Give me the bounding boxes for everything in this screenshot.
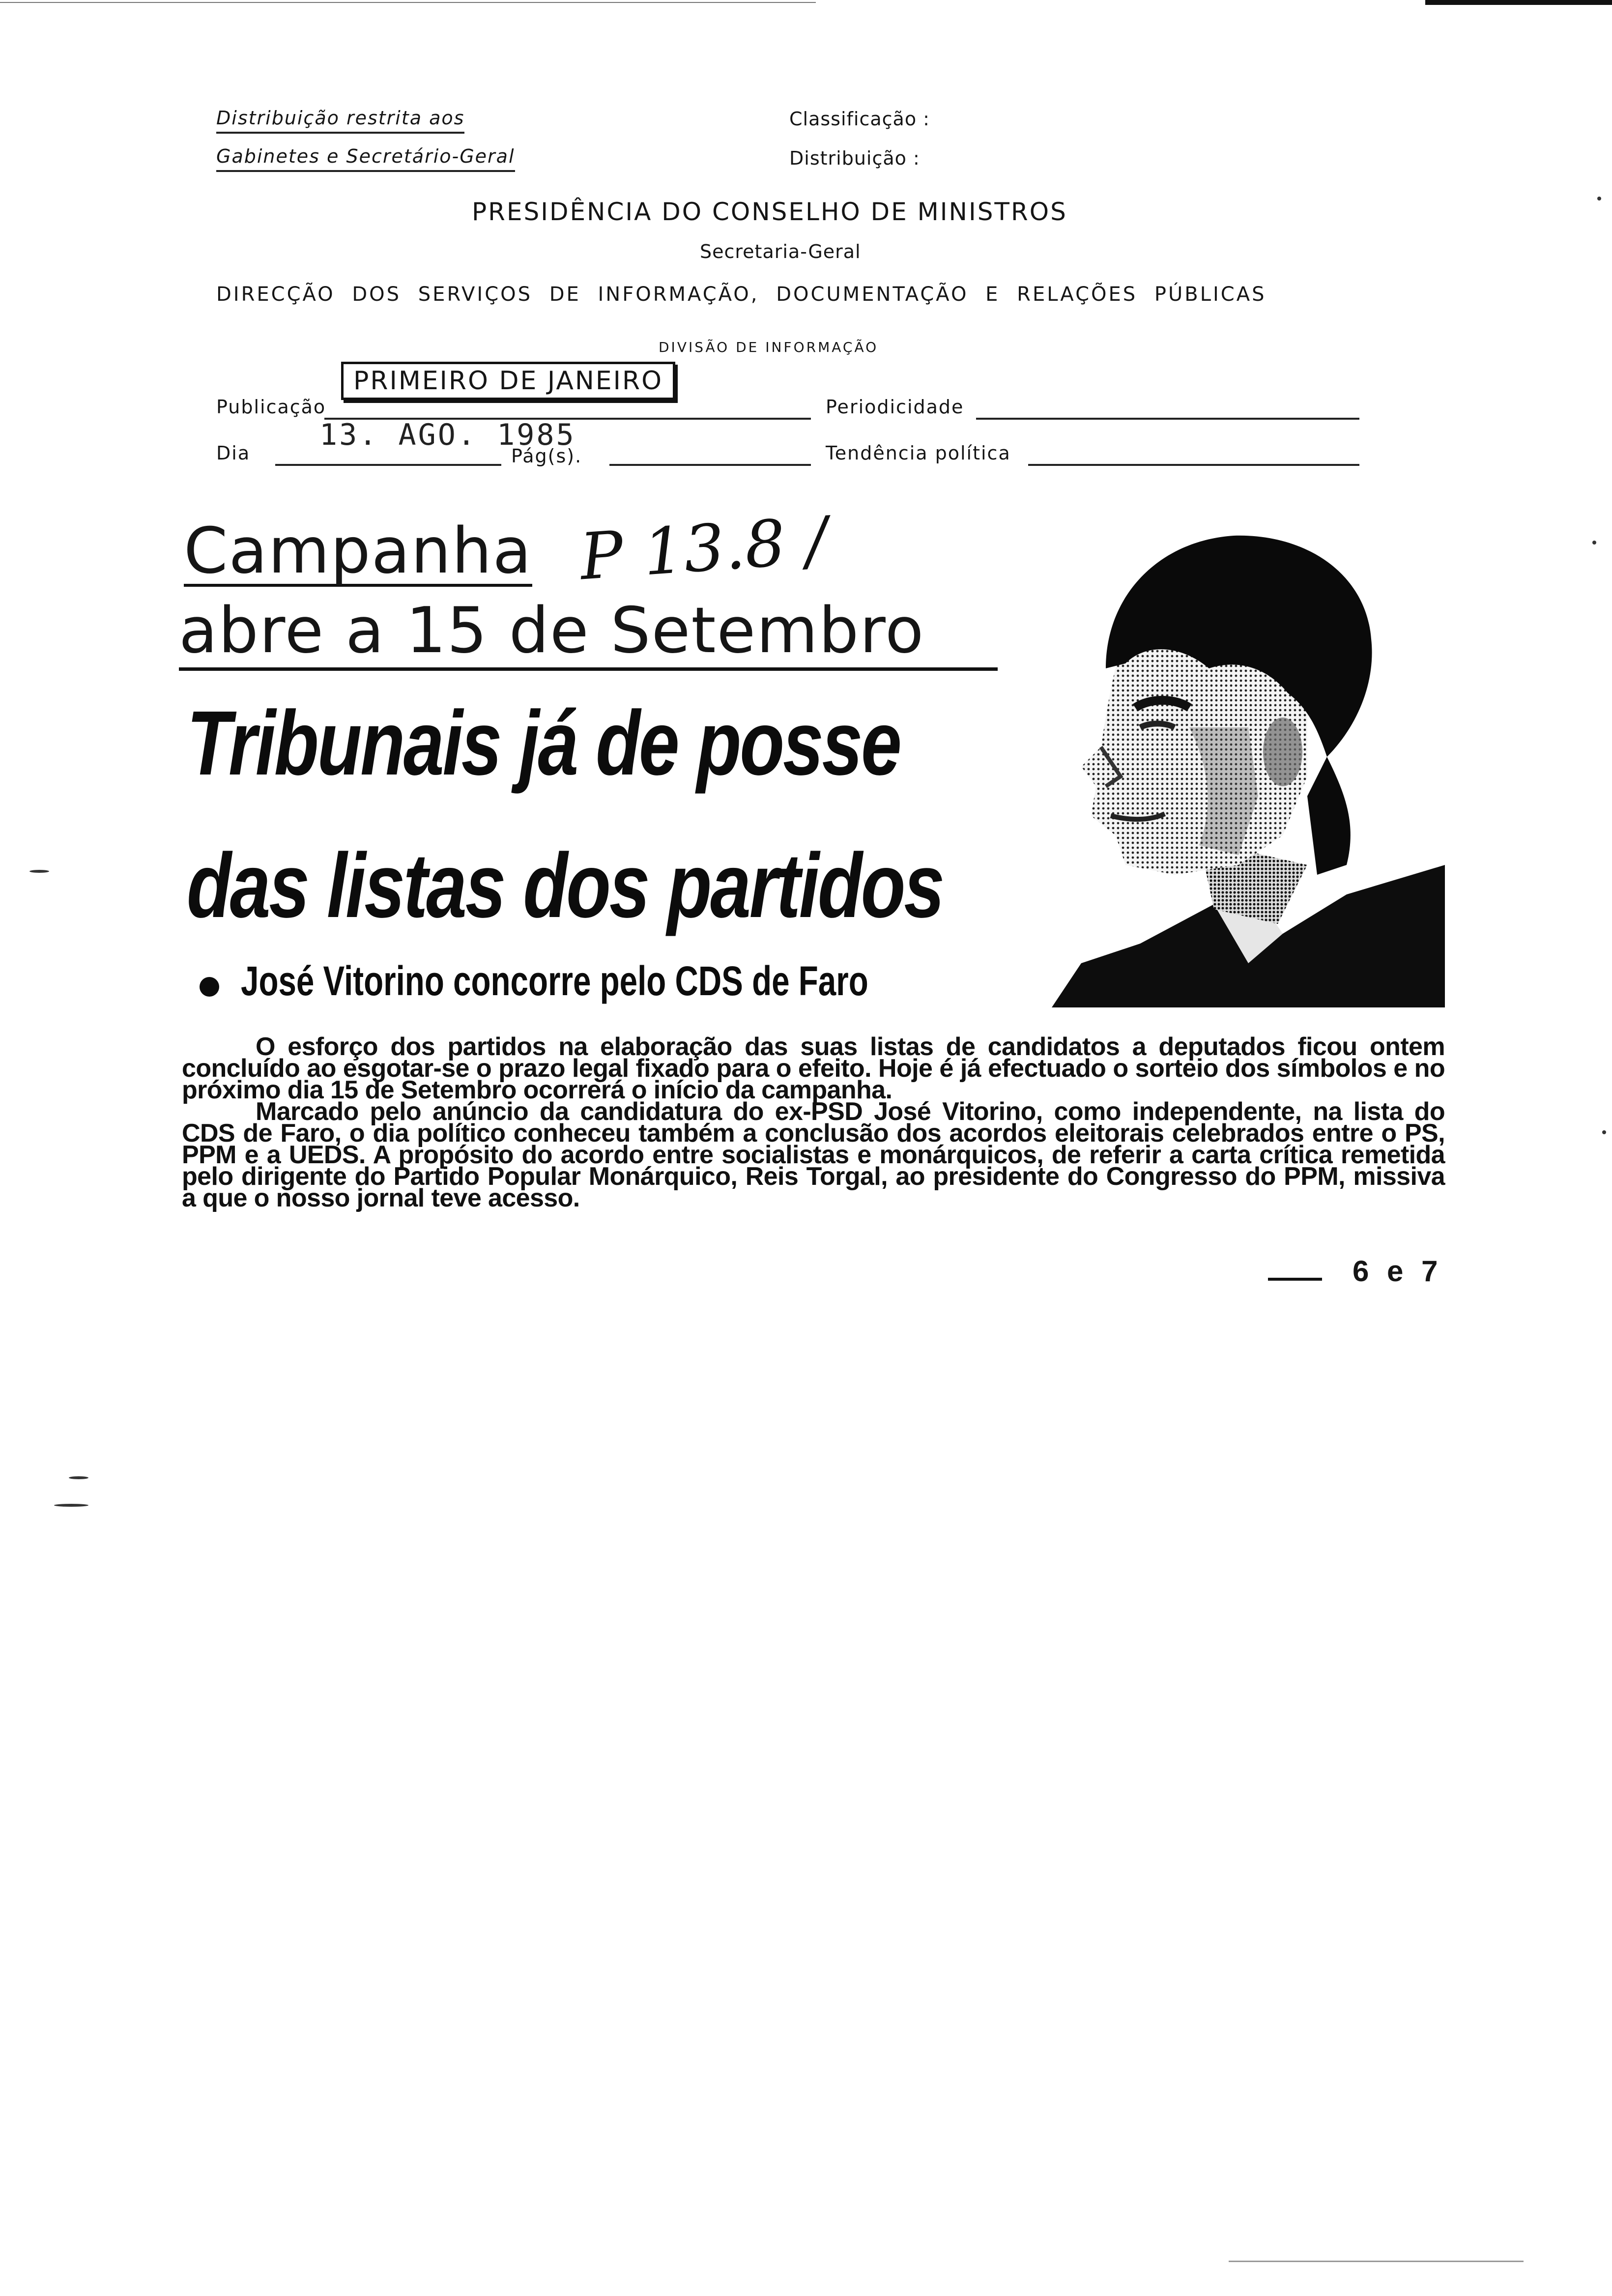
page-subtitle: Secretaria-Geral (700, 241, 861, 262)
headline-line2: das listas dos partidos (187, 835, 943, 937)
kicker-line1: Campanha (184, 515, 532, 588)
scan-speck (1592, 541, 1596, 545)
article-body (182, 1033, 1445, 1212)
scan-speck (54, 1504, 88, 1507)
tendencia-rule (1028, 464, 1359, 466)
continued-pages: 6 e 7 (1353, 1255, 1443, 1288)
distribuicao-label: Distribuição : (789, 147, 920, 169)
handwritten-note: P 13.8 / (577, 502, 830, 595)
dia-label: Dia (216, 442, 251, 464)
scan-edge-mark (1425, 0, 1612, 5)
article-paragraph-1: O esforço dos partidos na elaboração das suas listas de candidatos a deputados ficou ontem concluído ao esgotar-se o prazo legal fixado para o efeito. Hoje é já efectuado o sorteio dos símbolos e no próximo dia 15 de Setembro ocorrerá o início da campanha. (182, 1033, 1445, 1104)
kicker-rule (179, 667, 998, 671)
scan-speck (69, 1476, 88, 1479)
portrait-illustration (1052, 521, 1445, 1007)
portrait-photo (1052, 521, 1445, 1007)
distribution-restricted-line2: Gabinetes e Secretário-Geral (216, 145, 515, 172)
scan-top-line (0, 2, 816, 3)
scan-speck (1597, 197, 1601, 201)
subhead: José Vitorino concorre pelo CDS de Faro (241, 958, 868, 1004)
scan-speck (29, 870, 49, 873)
divisao-heading: DIVISÃO DE INFORMAÇÃO (659, 339, 879, 355)
direccao-heading: DIRECÇÃO DOS SERVIÇOS DE INFORMAÇÃO, DOCUMENTAÇÃO E RELAÇÕES PÚBLICAS (216, 283, 1267, 306)
pags-rule (609, 464, 811, 466)
dia-rule (275, 464, 501, 466)
kicker-line2: abre a 15 de Setembro (179, 594, 925, 667)
scan-speck (1602, 1130, 1606, 1134)
article-paragraph-2: Marcado pelo anúncio da candidatura do ex-PSD José Vitorino, como independente, na lista do CDS de Faro, o dia político conheceu também a conclusão dos acordos eleitorais celebrados entre o PS, PPM e a UEDS. A propósito do acordo entre socialistas e monárquicos, de referir a carta crítica remetida pelo dirigente do Partido Popular Monárquico, Reis Torgal, ao presidente do Congresso do PPM, missiva a que o nosso jornal teve acesso. (182, 1097, 1445, 1212)
publicacao-label: Publicação (216, 396, 326, 418)
bullet-icon (200, 977, 219, 997)
distribution-restricted-line1: Distribuição restrita aos (216, 107, 464, 134)
date-stamp: 13. AGO. 1985 (319, 418, 576, 452)
continued-rule (1268, 1278, 1322, 1281)
pags-label: Pág(s). (511, 445, 582, 467)
page-title: PRESIDÊNCIA DO CONSELHO DE MINISTROS (472, 198, 1067, 226)
publication-stamp: PRIMEIRO DE JANEIRO (341, 362, 675, 400)
classificacao-label: Classificação : (789, 108, 930, 130)
tendencia-label: Tendência política (826, 442, 1011, 464)
headline-line1: Tribunais já de posse (187, 692, 900, 794)
periodicidade-label: Periodicidade (826, 396, 964, 418)
periodicidade-rule (976, 418, 1359, 420)
scan-speck (1229, 2261, 1524, 2262)
